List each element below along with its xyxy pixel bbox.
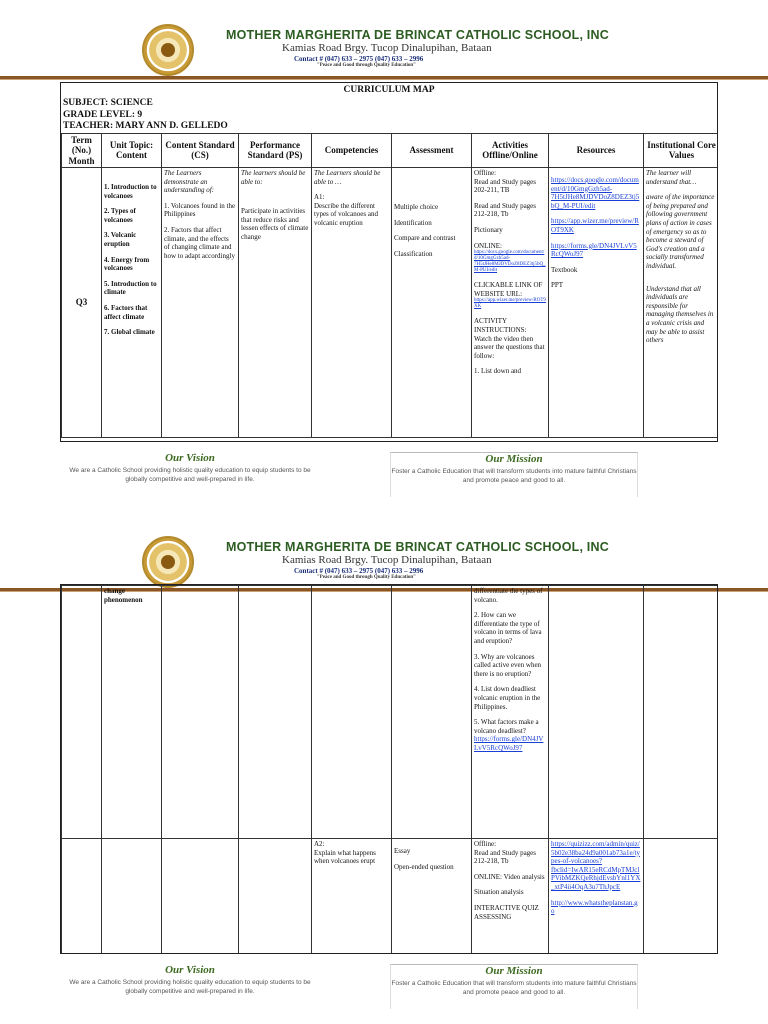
act-offline-label: Offline: (474, 840, 497, 848)
activities-cell (472, 168, 549, 438)
ps-cell (239, 839, 312, 954)
act-click-link[interactable]: https://app.wizer.me/preview/ROT9XK (474, 298, 546, 310)
act-offline-label: Offline: (474, 169, 497, 177)
vision-text: We are a Catholic School providing holistic quality education to equip students to be globally competitive and well-prepared in life. (69, 467, 311, 483)
col-content-standard: Content Standard (CS) (162, 133, 239, 168)
icv-cell (644, 839, 719, 954)
resource-link[interactable]: https://forms.gle/DN4JVLvV5RcQWoJ97 (551, 241, 637, 259)
act-item: Read and Study pages 212-218, Tb (474, 201, 537, 219)
mission-text: Foster a Catholic Education that will transform students into mature faithful Christians and promote peace and good to all. (391, 980, 637, 996)
act-online-label: ONLINE: (474, 241, 502, 250)
unit-topic: 4. Energy from volcanoes (104, 255, 150, 273)
act-item: ONLINE: Video analysis (474, 872, 545, 881)
school-seal-logo (142, 24, 194, 76)
comp-intro: The Learners should be able to … (314, 169, 381, 186)
comp-item: Describe the different types of volcanoes and volcanic eruption (314, 201, 378, 227)
comp-label: A1: (314, 193, 325, 202)
ps-cell-empty (239, 586, 312, 839)
col-performance-standard: Performance Standard (PS) (239, 133, 312, 168)
icv-cell-empty (644, 586, 719, 839)
vision-title: Our Vision (165, 452, 215, 464)
ps-item: Participate in activities that reduce risks and lessen effects of climate change (241, 207, 309, 241)
school-address: Kamias Road Brgy. Tucop Dinalupihan, Bataan (282, 42, 492, 54)
assess-item: Compare and contrast (394, 234, 456, 243)
cs-intro: The Learners demonstrate an understanding of: (164, 169, 214, 195)
curriculum-map-document-continued (60, 584, 718, 954)
act-online-link[interactable]: https://docs.google.com/document/d/10GmgGzh5ad-7H5tJHe8MJDVDoZ8DEZ3tj5bQ_M-PUI/edit (474, 250, 546, 274)
term-cell (62, 839, 102, 954)
mission-title: Our Mission (485, 965, 543, 977)
doc-title: CURRICULUM MAP (343, 85, 435, 95)
cs-item: 2. Factors that affect climate, and the effects of changing climate and how to adapt accordingly (164, 225, 235, 260)
school-motto: "Peace and Good through Quality Education" (317, 575, 416, 580)
col-activities: Activities Offline/Online (472, 133, 549, 168)
act-item: INTERACTIVE QUIZ ASSESSING (474, 903, 539, 921)
core-values-cell (644, 168, 719, 438)
teacher-line: TEACHER: MARY ANN D. GELLEDO (63, 121, 228, 131)
curriculum-table (61, 133, 718, 439)
cs-item: 1. Volcanoes found in the Philippines (164, 201, 236, 219)
col-assessment: Assessment (392, 133, 472, 168)
comp-label: A2: (314, 840, 325, 848)
page-2 (0, 512, 768, 1024)
activities-cell-cont (472, 586, 549, 839)
res-cell-empty (549, 586, 644, 839)
col-competencies: Competencies (312, 133, 392, 168)
unit-topic: 6. Factors that affect climate (104, 303, 148, 321)
col-unit: Unit Topic: Content (102, 133, 162, 168)
assessment-cell (392, 168, 472, 438)
school-address: Kamias Road Brgy. Tucop Dinalupihan, Bataan (282, 554, 492, 566)
assessment-cell-a2 (392, 839, 472, 954)
curriculum-table-continued (61, 585, 718, 954)
resource-link[interactable]: https://app.wizer.me/preview/ROT9XK (551, 217, 639, 234)
act-item: Situation analysis (474, 888, 524, 897)
content-standard-cell (162, 168, 239, 438)
col-resources: Resources (549, 133, 644, 168)
unit-topic: 2. Types of volcanoes (104, 207, 136, 224)
header-rule (0, 76, 768, 80)
vision-text: We are a Catholic School providing holistic quality education to equip students to be globally competitive and well-prepared in life. (69, 979, 311, 995)
unit-cell (102, 839, 162, 954)
page-footer (60, 964, 638, 1012)
grade-line: GRADE LEVEL: 9 (63, 109, 143, 120)
mission-title: Our Mission (485, 453, 543, 465)
act-question: 5. What factors make a volcano deadliest? (474, 718, 539, 735)
act-question: 3. Why are volcanoes called active even when there is no eruption? (474, 652, 542, 678)
act-item: Pictionary (474, 225, 503, 234)
unit-topics-cell (102, 168, 162, 438)
act-question: 1. List down and (474, 367, 522, 376)
icv-item: aware of the importance of being prepared and following government plans of action in cases of emergency so as to become a steward of God's creation and a socially transformed individual. (646, 193, 715, 270)
act-instructions-text: Watch the video then answer the questions that follow: (474, 334, 545, 360)
ps-intro: The learners should be able to: (241, 169, 306, 186)
assess-item: Identification (394, 218, 432, 227)
unit-topic: 1. Introduction to volcanoes (104, 183, 157, 200)
subject-line: SUBJECT: SCIENCE (63, 98, 153, 108)
school-motto: "Peace and Good through Quality Education" (317, 63, 416, 68)
col-term: Term (No.) Month (62, 133, 102, 168)
act-question: 4. List down deadliest volcanic eruption in the Philippines. (474, 685, 541, 711)
unit-topic: 5. Introduction to climate (104, 279, 157, 297)
resource-ppt: PPT (551, 281, 564, 290)
unit-topic: 7. Global climate (104, 328, 155, 337)
page-footer (60, 452, 638, 500)
act-item: Read and Study pages 202-211, TB (474, 177, 537, 195)
unit-topic-cont: change phenomenon (102, 586, 162, 839)
act-item: Read and Study pages 212-218, Tb (474, 848, 537, 866)
mission-text: Foster a Catholic Education that will transform students into mature faithful Christians and promote peace and good to all. (391, 468, 637, 484)
curriculum-map-document (60, 82, 718, 442)
act-form-link[interactable]: https://forms.gle/DN4JVLvV5RcQWoJ97 (474, 735, 544, 752)
assess-item: Classification (394, 249, 433, 258)
col-core-values: Institutional Core Values (644, 133, 719, 168)
comp-item: Explain what happens when volcanoes erupt (314, 848, 376, 866)
cs-cell-empty (162, 586, 239, 839)
term-cell (62, 586, 102, 839)
resources-cell-a2 (549, 839, 644, 954)
comp-cell-empty (312, 586, 392, 839)
resource-link[interactable]: http://www.whatstheplanstan.go (551, 898, 638, 916)
act-instructions-label: ACTIVITY INSTRUCTIONS: (474, 317, 527, 334)
activities-cell-a2 (472, 839, 549, 954)
school-contact: Contact # (047) 633 – 2975 (047) 633 – 2996 (294, 567, 424, 575)
assess-item: Multiple choice (394, 203, 439, 211)
school-name: MOTHER MARGHERITA DE BRINCAT CATHOLIC SCHOOL, INC (226, 540, 609, 554)
cs-cell (162, 839, 239, 954)
act-click-label: CLICKABLE LINK OF WEBSITE URL: (474, 281, 543, 298)
resource-link[interactable]: https://quizizz.com/admin/quiz/5b02e38ba24d9a001ab73a1e/types-of-volcanoes?fbclid=IwAR15eRCdMpTMJclPVibMZKQeRhjdEvsbYnl1YX_xtP4ii4OqA3u7ThJpcE (551, 840, 641, 891)
act-question: 2. How can we differentiate the type of volcano in terms of lava and eruption? (474, 611, 542, 645)
performance-standard-cell (239, 168, 312, 438)
school-contact: Contact # (047) 633 – 2975 (047) 633 – 2996 (294, 55, 424, 63)
act-cont: differentiate the types of volcano. (474, 587, 543, 604)
resource-textbook: Textbook (551, 265, 578, 274)
school-seal-logo (142, 536, 194, 588)
resource-link[interactable]: https://docs.google.com/document/d/10GmgGzh5ad-7H5tJHe8MJDVDoZ8DEZ3tj5bQ_M-PUI/edit (551, 176, 640, 210)
unit-topic: 3. Volcanic eruption (104, 231, 137, 248)
assess-item: Essay (394, 847, 411, 855)
icv-item: Understand that all individuals are responsible for managing themselves in a volcanic crisis and may be able to assist others (646, 284, 714, 345)
assess-item: Open-ended question (394, 862, 454, 871)
vision-title: Our Vision (165, 964, 215, 976)
term-cell: Q3 (62, 168, 102, 438)
icv-intro: The learner will understand that… (646, 169, 697, 186)
competencies-cell-a2 (312, 839, 392, 954)
resources-cell (549, 168, 644, 438)
competencies-cell (312, 168, 392, 438)
assess-cell-empty (392, 586, 472, 839)
school-name: MOTHER MARGHERITA DE BRINCAT CATHOLIC SCHOOL, INC (226, 28, 609, 42)
